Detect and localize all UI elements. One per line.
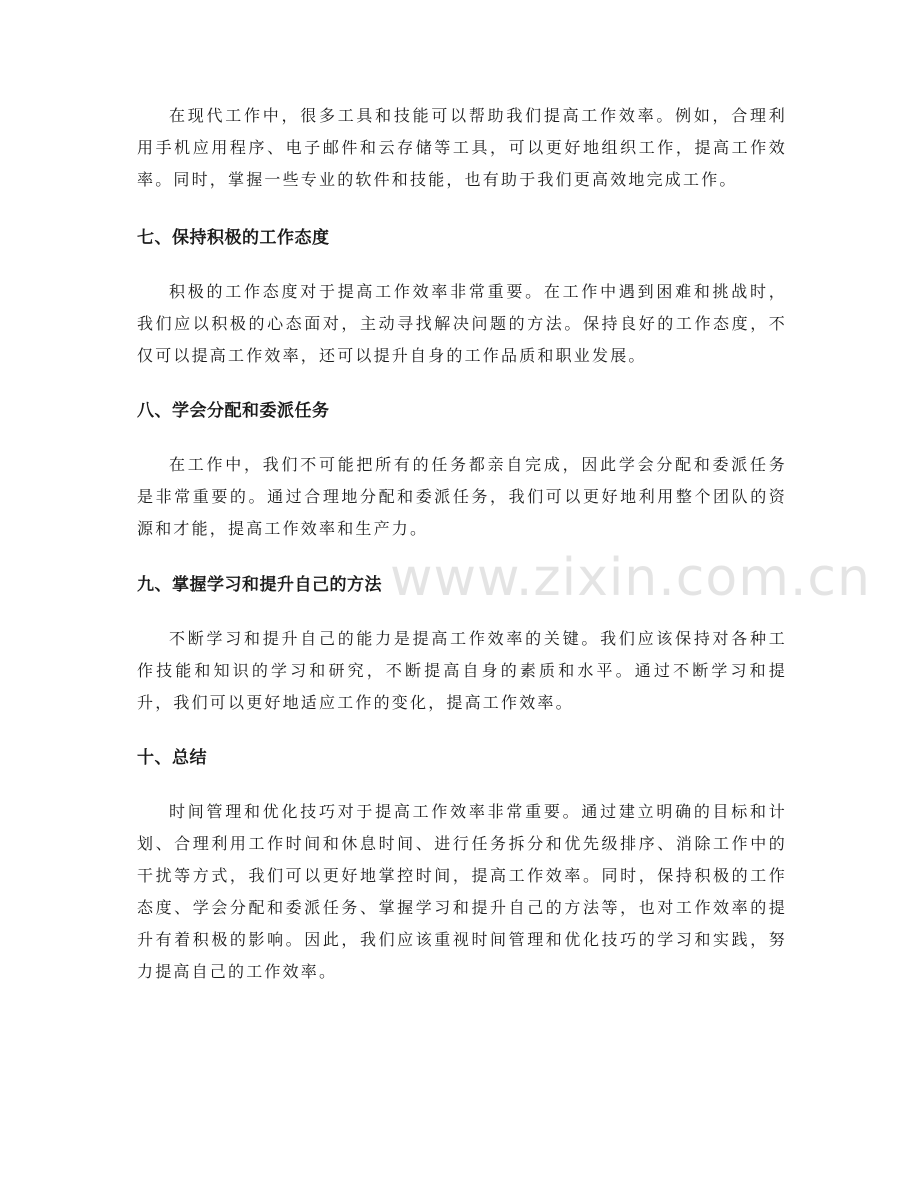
site-watermark: www.zixin.com.cn (390, 548, 871, 608)
section-heading-8: 八、学会分配和委派任务 (137, 401, 330, 421)
section-paragraph-7: 积极的工作态度对于提高工作效率非常重要。在工作中遇到困难和挑战时，我们应以积极的心态面对，主动寻找解决问题的方法。保持良好的工作态度，不仅可以提高工作效率，还可以提升自身的工作品质和职业发展。 (137, 282, 787, 365)
section-heading-10: 十、总结 (137, 748, 207, 768)
section-heading-9: 九、掌握学习和提升自己的方法 (137, 575, 382, 595)
section-paragraph-10: 时间管理和优化技巧对于提高工作效率非常重要。通过建立明确的目标和计划、合理利用工作时间和休息时间、进行任务拆分和优先级排序、消除工作中的干扰等方式，我们可以更好地掌控时间，提高工作效率。同时，保持积极的工作态度、学会分配和委派任务、掌握学习和提升自己的方法等，也对工作效率的提升有着积极的影响。因此，我们应该重视时间管理和优化技巧的学习和实践，努力提高自己的工作效率。 (137, 802, 787, 981)
intro-paragraph: 在现代工作中，很多工具和技能可以帮助我们提高工作效率。例如，合理利用手机应用程序、电子邮件和云存储等工具，可以更好地组织工作，提高工作效率。同时，掌握一些专业的软件和技能，也有助于我们更高效地完成工作。 (137, 106, 787, 189)
section-paragraph-9: 不断学习和提升自己的能力是提高工作效率的关键。我们应该保持对各种工作技能和知识的学习和研究，不断提高自身的素质和水平。通过不断学习和提升，我们可以更好地适应工作的变化，提高工作效率。 (137, 629, 787, 712)
document-body (137, 100, 787, 988)
section-heading-7: 七、保持积极的工作态度 (137, 228, 330, 248)
section-paragraph-8: 在工作中，我们不可能把所有的任务都亲自完成，因此学会分配和委派任务是非常重要的。通过合理地分配和委派任务，我们可以更好地利用整个团队的资源和才能，提高工作效率和生产力。 (137, 455, 787, 538)
